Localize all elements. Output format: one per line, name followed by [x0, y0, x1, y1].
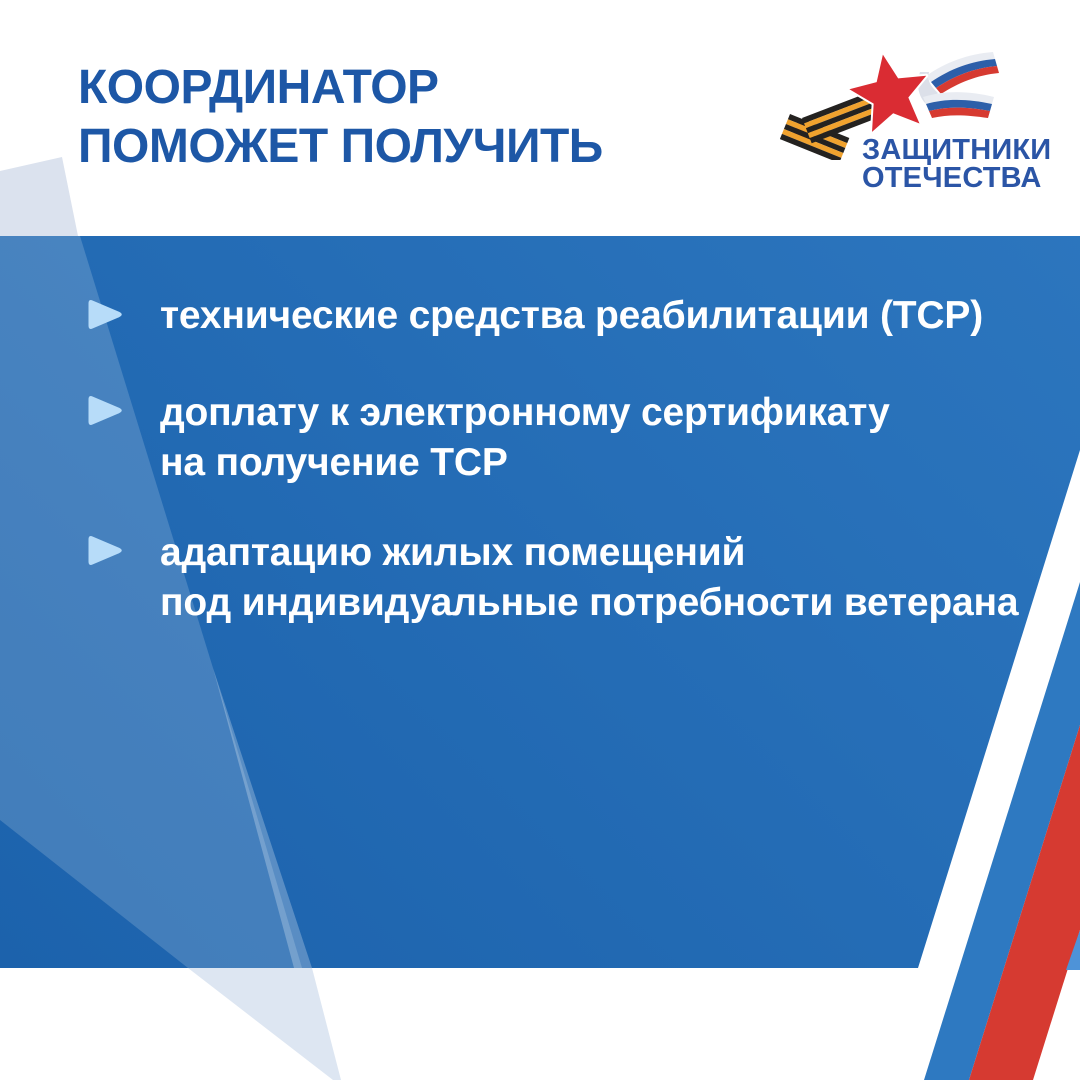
arrow-bullet-icon: [85, 391, 124, 430]
tricolor-ribbon-icon: [918, 52, 999, 118]
bullet-line: на получение ТСР: [160, 441, 508, 484]
logo-line-1: ЗАЩИТНИКИ: [862, 134, 1052, 166]
bullet-line: адаптацию жилых помещений: [160, 531, 746, 574]
arrow-bullet-icon: [85, 295, 124, 334]
list-item: [85, 388, 890, 488]
page-title: [78, 58, 603, 176]
logo-wordmark: [862, 136, 1051, 192]
bullet-text: [160, 291, 983, 341]
list-item: [85, 528, 1018, 628]
bullet-text: [160, 388, 890, 488]
bullet-text: [160, 528, 1018, 628]
arrow-bullet-icon: [85, 531, 124, 570]
bullet-line: под индивидуальные потребности ветерана: [160, 581, 1019, 624]
logo-line-2: ОТЕЧЕСТВА: [862, 162, 1042, 194]
bullet-line: технические средства реабилитации (ТСР): [160, 294, 983, 337]
title-line-1: КООРДИНАТОР: [78, 61, 439, 114]
list-item: [85, 291, 983, 341]
bullet-line: доплату к электронному сертификату: [160, 391, 890, 434]
title-line-2: ПОМОЖЕТ ПОЛУЧИТЬ: [78, 120, 603, 173]
